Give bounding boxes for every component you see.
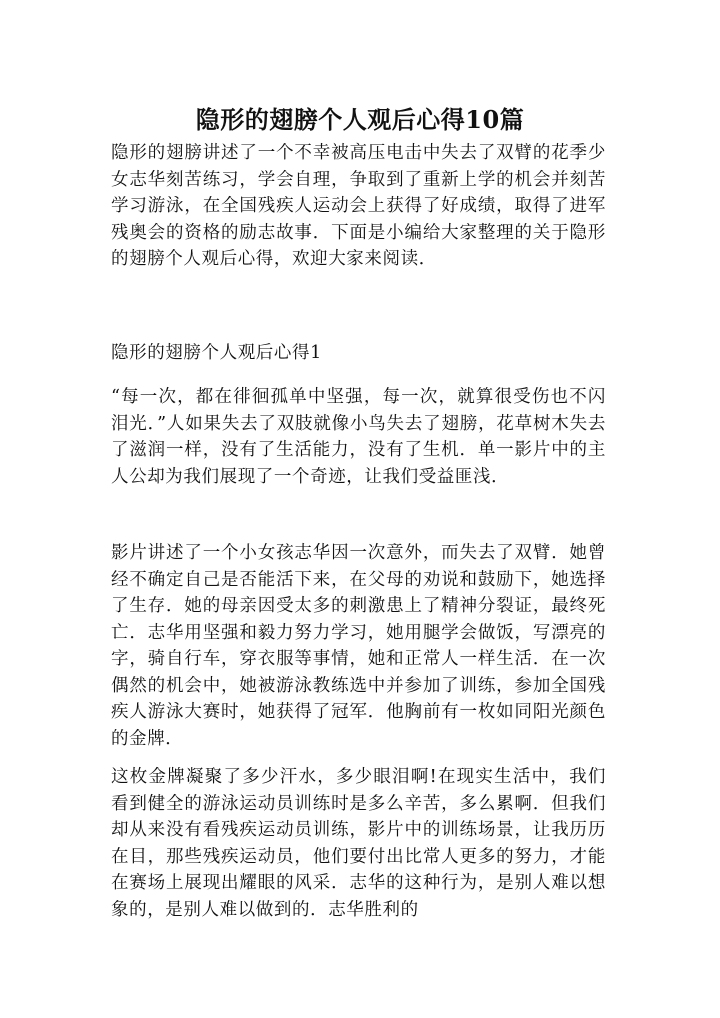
intro-paragraph: 隐形的翅膀讲述了一个不幸被高压电击中失去了双臂的花季少女志华刻苦练习，学会自理，争取到了重新上学的机会并刻苦学习游泳，在全国残疾人运动会上获得了好成绩，取得了进军残奥会的资格的励志故事．下面是小编给大家整理的关于隐形的翅膀个人观后心得，欢迎大家来阅读． bbox=[111, 143, 606, 269]
body-paragraph-3: 这枚金牌凝聚了多少汗水，多少眼泪啊!在现实生活中，我们看到健全的游泳运动员训练时是多么辛苦，多么累啊．但我们却从来没有看残疾运动员训练，影片中的训练场景，让我历历在目，那些残疾运动员，他们要付出比常人更多的努力，才能在赛场上展现出耀眼的风采．志华的这种行为，是别人难以想象的，是别人难以做到的．志华胜利的 bbox=[111, 767, 606, 920]
document-title: 隐形的翅膀个人观后心得10篇 bbox=[195, 105, 525, 134]
body-paragraph-2: 影片讲述了一个小女孩志华因一次意外，而失去了双臂．她曾经不确定自己是否能活下来，在父母的劝说和鼓励下，她选择了生存．她的母亲因受太多的刺激患上了精神分裂证，最终死亡．志华用坚强和毅力努力学习，她用腿学会做饭，写漂亮的字，骑自行车，穿衣服等事情，她和正常人一样生活．在一次偶然的机会中，她被游泳教练选中并参加了训练，参加全国残疾人游泳大赛时，她获得了冠军．他胸前有一枚如同阳光颜色的金牌． bbox=[111, 543, 606, 749]
section-heading: 隐形的翅膀个人观后心得1 bbox=[111, 343, 322, 363]
body-paragraph-1: “每一次，都在徘徊孤单中坚强，每一次，就算很受伤也不闪泪光．”人如果失去了双肢就像小鸟失去了翅膀，花草树木失去了滋润一样，没有了生活能力，没有了生机．单一影片中的主人公却为我们展现了一个奇迹，让我们受益匪浅． bbox=[111, 387, 606, 487]
